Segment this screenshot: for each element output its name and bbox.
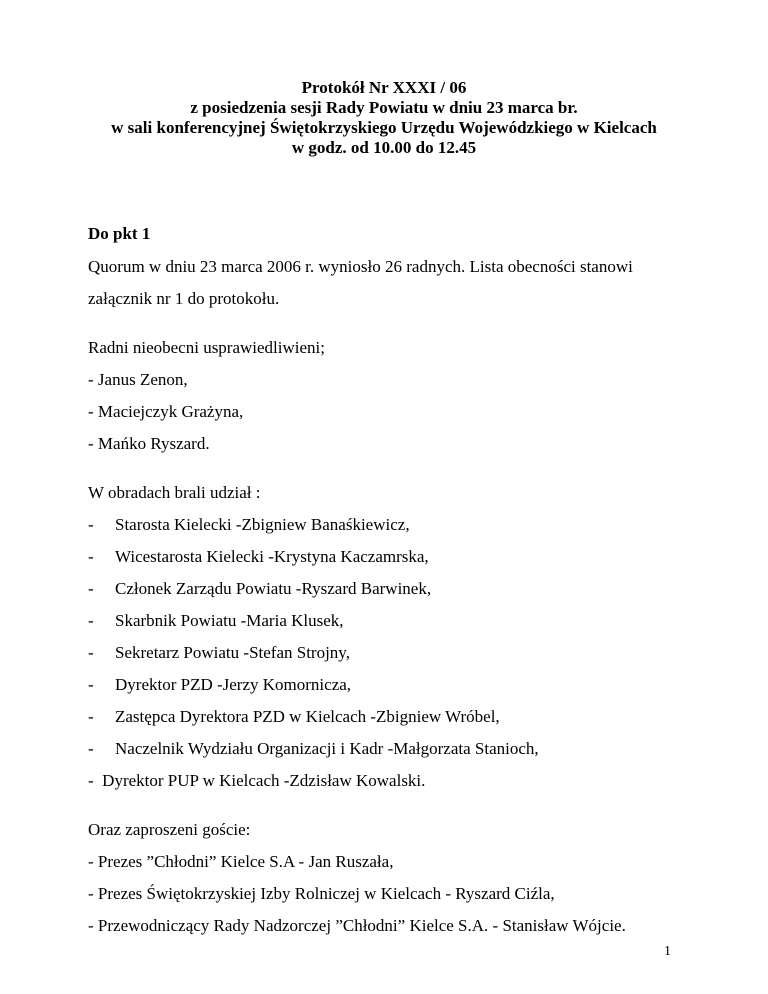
guest-item: - Prezes ”Chłodni” Kielce S.A - Jan Ruszała, bbox=[88, 852, 394, 871]
participant-item-last: - Dyrektor PUP w Kielcach -Zdzisław Kowalski. bbox=[88, 771, 426, 790]
list-dash: - bbox=[88, 675, 94, 694]
absent-item: - Janus Zenon, bbox=[88, 370, 188, 389]
list-dash: - bbox=[88, 739, 94, 758]
absent-title: Radni nieobecni usprawiedliwieni; bbox=[88, 338, 325, 357]
participant-text: Członek Zarządu Powiatu -Ryszard Barwinek, bbox=[115, 579, 432, 598]
absent-item: - Mańko Ryszard. bbox=[88, 434, 210, 453]
participant-text: Skarbnik Powiatu -Maria Klusek, bbox=[115, 611, 344, 630]
guest-item: - Prezes Świętokrzyskiej Izby Rolniczej w Kielcach - Ryszard Ciźla, bbox=[88, 884, 555, 903]
document-header bbox=[0, 78, 768, 158]
section-heading: Do pkt 1 bbox=[88, 224, 151, 243]
participant-item bbox=[88, 675, 351, 695]
participant-item bbox=[88, 707, 500, 727]
list-dash: - bbox=[88, 547, 94, 566]
page-number: 1 bbox=[664, 944, 671, 959]
session-description: z posiedzenia sesji Rady Powiatu w dniu 23 marca br. bbox=[190, 98, 578, 117]
guests-title: Oraz zaproszeni goście: bbox=[88, 820, 251, 839]
protocol-number: Protokół Nr XXXI / 06 bbox=[301, 78, 467, 97]
participant-item bbox=[88, 611, 344, 631]
participant-text: Wicestarosta Kielecki -Krystyna Kaczamrska, bbox=[115, 547, 429, 566]
participant-item bbox=[88, 515, 410, 535]
quorum-text-line-1: Quorum w dniu 23 marca 2006 r. wyniosło 26 radnych. Lista obecności stanowi bbox=[88, 257, 633, 276]
session-location: w sali konferencyjnej Świętokrzyskiego Urzędu Wojewódzkiego w Kielcach bbox=[111, 118, 657, 137]
list-dash: - bbox=[88, 643, 94, 662]
participant-item bbox=[88, 739, 539, 759]
participants-title: W obradach brali udział : bbox=[88, 483, 261, 502]
list-dash: - bbox=[88, 579, 94, 598]
list-dash: - bbox=[88, 611, 94, 630]
list-dash: - bbox=[88, 707, 94, 726]
session-hours: w godz. od 10.00 do 12.45 bbox=[291, 138, 477, 157]
participant-item bbox=[88, 579, 431, 599]
participant-item bbox=[88, 547, 429, 567]
absent-item: - Maciejczyk Grażyna, bbox=[88, 402, 244, 421]
participant-text: Zastępca Dyrektora PZD w Kielcach -Zbigniew Wróbel, bbox=[115, 707, 500, 726]
guest-item: - Przewodniczący Rady Nadzorczej ”Chłodni” Kielce S.A. - Stanisław Wójcie. bbox=[88, 916, 626, 935]
participant-text: Starosta Kielecki -Zbigniew Banaśkiewicz, bbox=[115, 515, 410, 534]
participant-text: Dyrektor PZD -Jerzy Komornicza, bbox=[115, 675, 352, 694]
participant-item bbox=[88, 643, 350, 663]
participant-text: Sekretarz Powiatu -Stefan Strojny, bbox=[115, 643, 350, 662]
list-dash: - bbox=[88, 515, 94, 534]
quorum-text-line-2: załącznik nr 1 do protokołu. bbox=[88, 289, 280, 308]
participant-text: Naczelnik Wydziału Organizacji i Kadr -Małgorzata Stanioch, bbox=[115, 739, 539, 758]
